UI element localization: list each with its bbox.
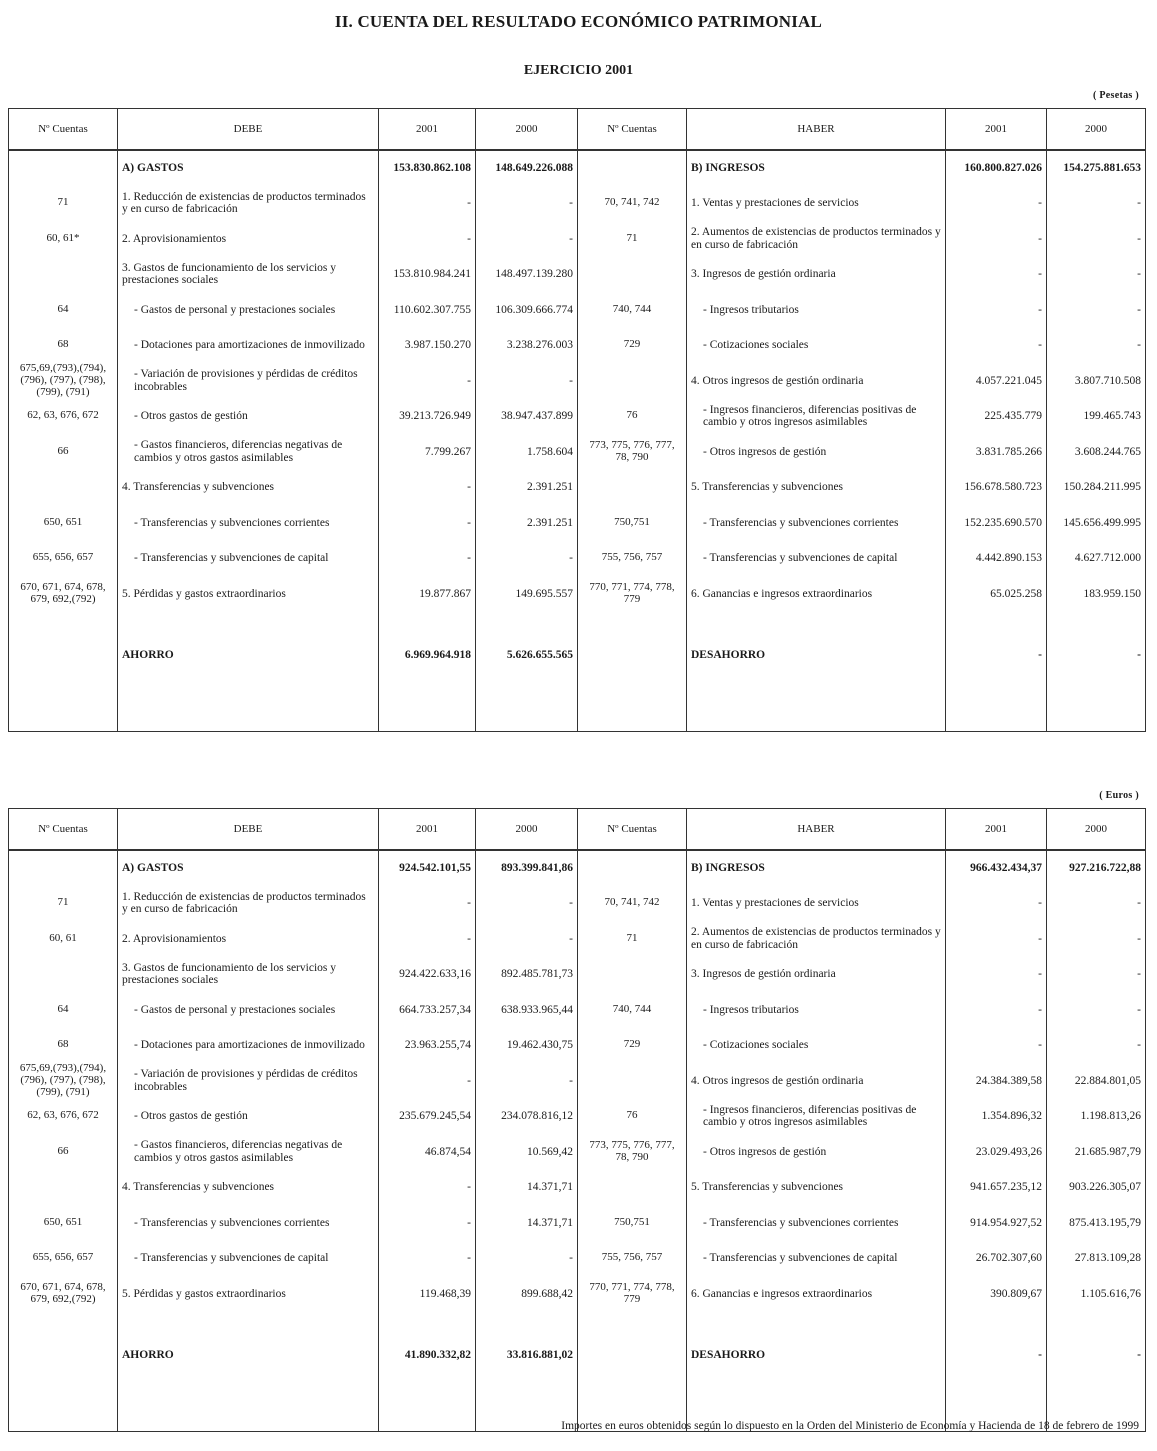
haber-2001-cell: 26.702.307,60 [946, 1241, 1047, 1277]
table-row [9, 186, 1146, 222]
debe-2001-cell: 23.963.255,74 [379, 1028, 476, 1064]
haber-2001-cell: 4.057.221.045 [946, 363, 1047, 399]
haber-cuentas-cell: 770, 771, 774, 778, 779 [578, 576, 687, 612]
haber-cuentas-cell [578, 957, 687, 993]
haber-concept-cell: 2. Aumentos de existencias de productos terminados y en curso de fabricación [687, 921, 946, 957]
debe-concept-cell: - Gastos financieros, diferencias negativas de cambios y otros gastos asimilables [118, 1134, 379, 1170]
haber-2000-cell: 3.807.710.508 [1047, 363, 1146, 399]
haber-cuentas-cell: 773, 775, 776, 777, 78, 790 [578, 434, 687, 470]
debe-concept-cell: 3. Gastos de funcionamiento de los servicios y prestaciones sociales [118, 957, 379, 993]
haber-cuentas-cell: 770, 771, 774, 778, 779 [578, 1276, 687, 1312]
debe-2001-cell: 3.987.150.270 [379, 328, 476, 364]
haber-2001-cell: 966.432.434,37 [946, 850, 1047, 886]
haber-2000-cell: - [1047, 886, 1146, 922]
haber-2001-cell: 156.678.580.723 [946, 470, 1047, 506]
debe-2000-cell: 14.371,71 [476, 1170, 578, 1206]
haber-2001-cell: 390.809,67 [946, 1276, 1047, 1312]
debe-2000-cell: - [476, 186, 578, 222]
haber-concept-cell: 4. Otros ingresos de gestión ordinaria [687, 363, 946, 399]
haber-cuentas-cell [578, 1063, 687, 1099]
header-row [9, 809, 1146, 851]
haber-cuentas-cell: 755, 756, 757 [578, 541, 687, 577]
empty-cell [946, 682, 1047, 732]
haber-2001-cell: - [946, 921, 1047, 957]
haber-2001-cell: - [946, 186, 1047, 222]
haber-2001-cell: 65.025.258 [946, 576, 1047, 612]
debe-2000-cell: - [476, 1241, 578, 1277]
debe-2001-cell: 7.799.267 [379, 434, 476, 470]
debe-cuentas-cell: 62, 63, 676, 672 [9, 1099, 118, 1135]
haber-2000-cell: - [1047, 1312, 1146, 1382]
haber-2000-cell: 1.105.616,76 [1047, 1276, 1146, 1312]
debe-cuentas-cell: 650, 651 [9, 1205, 118, 1241]
table-row [9, 1099, 1146, 1135]
header-debe-2001: 2001 [379, 109, 476, 151]
page-subtitle: EJERCICIO 2001 [523, 63, 634, 78]
header-haber: HABER [687, 109, 946, 151]
haber-concept-cell: DESAHORRO [687, 1312, 946, 1382]
debe-2001-cell: 235.679.245,54 [379, 1099, 476, 1135]
haber-2001-cell: 23.029.493,26 [946, 1134, 1047, 1170]
table-row [9, 921, 1146, 957]
debe-2001-cell: 46.874,54 [379, 1134, 476, 1170]
debe-cuentas-cell: 60, 61 [9, 921, 118, 957]
debe-cuentas-cell: 64 [9, 992, 118, 1028]
haber-concept-cell: - Cotizaciones sociales [687, 1028, 946, 1064]
debe-2001-cell: - [379, 186, 476, 222]
debe-2001-cell: 153.830.862.108 [379, 150, 476, 186]
debe-cuentas-cell: 68 [9, 1028, 118, 1064]
haber-2000-cell: 927.216.722,88 [1047, 850, 1146, 886]
haber-cuentas-cell: 740, 744 [578, 292, 687, 328]
debe-2001-cell: - [379, 221, 476, 257]
debe-concept-cell: - Variación de provisiones y pérdidas de créditos incobrables [118, 1063, 379, 1099]
header-haber-2000: 2000 [1047, 109, 1146, 151]
header-debe: DEBE [118, 109, 379, 151]
haber-2001-cell: - [946, 1028, 1047, 1064]
debe-2001-cell: 110.602.307.755 [379, 292, 476, 328]
debe-2001-cell: 119.468,39 [379, 1276, 476, 1312]
debe-concept-cell: 3. Gastos de funcionamiento de los servicios y prestaciones sociales [118, 257, 379, 293]
header-cuentas-haber: Nº Cuentas [578, 809, 687, 851]
table-row [9, 292, 1146, 328]
haber-2001-cell: - [946, 612, 1047, 682]
haber-cuentas-cell [578, 850, 687, 886]
haber-cuentas-cell: 71 [578, 921, 687, 957]
haber-cuentas-cell: 76 [578, 1099, 687, 1135]
haber-concept-cell: - Otros ingresos de gestión [687, 434, 946, 470]
debe-cuentas-cell: 66 [9, 434, 118, 470]
haber-2001-cell: 225.435.779 [946, 399, 1047, 435]
debe-cuentas-cell [9, 1312, 118, 1382]
haber-2000-cell: 150.284.211.995 [1047, 470, 1146, 506]
table-row [9, 150, 1146, 186]
haber-2001-cell: 914.954.927,52 [946, 1205, 1047, 1241]
haber-cuentas-cell [578, 257, 687, 293]
haber-2001-cell: 152.235.690.570 [946, 505, 1047, 541]
debe-2000-cell: 893.399.841,86 [476, 850, 578, 886]
haber-concept-cell: 3. Ingresos de gestión ordinaria [687, 257, 946, 293]
debe-cuentas-cell: 66 [9, 1134, 118, 1170]
debe-2001-cell: 664.733.257,34 [379, 992, 476, 1028]
haber-cuentas-cell [578, 1170, 687, 1206]
pesetas-table [8, 108, 1146, 732]
header-haber-2001: 2001 [946, 109, 1047, 151]
haber-2000-cell: 145.656.499.995 [1047, 505, 1146, 541]
debe-cuentas-cell [9, 850, 118, 886]
debe-2000-cell: 10.569,42 [476, 1134, 578, 1170]
debe-2001-cell: - [379, 921, 476, 957]
haber-cuentas-cell [578, 150, 687, 186]
table-row [9, 886, 1146, 922]
haber-2001-cell: - [946, 957, 1047, 993]
haber-concept-cell: - Ingresos tributarios [687, 292, 946, 328]
haber-cuentas-cell: 76 [578, 399, 687, 435]
empty-cell [118, 1382, 379, 1432]
haber-2001-cell: 160.800.827.026 [946, 150, 1047, 186]
haber-cuentas-cell: 71 [578, 221, 687, 257]
debe-concept-cell: 1. Reducción de existencias de productos terminados y en curso de fabricación [118, 886, 379, 922]
haber-2001-cell: 4.442.890.153 [946, 541, 1047, 577]
haber-concept-cell: - Transferencias y subvenciones de capital [687, 541, 946, 577]
table-row [9, 1134, 1146, 1170]
table-row [9, 541, 1146, 577]
haber-cuentas-cell: 740, 744 [578, 992, 687, 1028]
table-row [9, 257, 1146, 293]
debe-2000-cell: 1.758.604 [476, 434, 578, 470]
debe-2000-cell: 5.626.655.565 [476, 612, 578, 682]
table-row [9, 992, 1146, 1028]
table-row [9, 221, 1146, 257]
table-row [9, 1028, 1146, 1064]
table-row [9, 1241, 1146, 1277]
debe-concept-cell: AHORRO [118, 1312, 379, 1382]
haber-2000-cell: - [1047, 992, 1146, 1028]
empty-cell [687, 682, 946, 732]
debe-2001-cell: 924.542.101,55 [379, 850, 476, 886]
debe-concept-cell: - Gastos financieros, diferencias negativas de cambios y otros gastos asimilables [118, 434, 379, 470]
haber-cuentas-cell: 755, 756, 757 [578, 1241, 687, 1277]
haber-concept-cell: 6. Ganancias e ingresos extraordinarios [687, 1276, 946, 1312]
debe-concept-cell: A) GASTOS [118, 850, 379, 886]
haber-2001-cell: - [946, 886, 1047, 922]
debe-2000-cell: 148.649.226.088 [476, 150, 578, 186]
debe-2001-cell: - [379, 505, 476, 541]
table-row [9, 363, 1146, 399]
debe-cuentas-cell: 62, 63, 676, 672 [9, 399, 118, 435]
haber-concept-cell: - Otros ingresos de gestión [687, 1134, 946, 1170]
haber-cuentas-cell: 773, 775, 776, 777, 78, 790 [578, 1134, 687, 1170]
debe-cuentas-cell: 670, 671, 674, 678, 679, 692,(792) [9, 1276, 118, 1312]
table-row [9, 1312, 1146, 1382]
haber-2000-cell: 27.813.109,28 [1047, 1241, 1146, 1277]
table-row [9, 1063, 1146, 1099]
haber-cuentas-cell [578, 470, 687, 506]
haber-concept-cell: 6. Ganancias e ingresos extraordinarios [687, 576, 946, 612]
debe-concept-cell: 1. Reducción de existencias de productos terminados y en curso de fabricación [118, 186, 379, 222]
haber-concept-cell: - Transferencias y subvenciones de capital [687, 1241, 946, 1277]
empty-cell [379, 1382, 476, 1432]
debe-cuentas-cell [9, 957, 118, 993]
debe-2000-cell: 14.371,71 [476, 1205, 578, 1241]
haber-2000-cell: 4.627.712.000 [1047, 541, 1146, 577]
haber-2001-cell: 24.384.389,58 [946, 1063, 1047, 1099]
debe-cuentas-cell: 68 [9, 328, 118, 364]
header-debe-2001: 2001 [379, 809, 476, 851]
debe-2000-cell: 899.688,42 [476, 1276, 578, 1312]
haber-concept-cell: B) INGRESOS [687, 150, 946, 186]
debe-2001-cell: - [379, 1205, 476, 1241]
table-row [9, 1276, 1146, 1312]
debe-2000-cell: 2.391.251 [476, 505, 578, 541]
debe-cuentas-cell: 650, 651 [9, 505, 118, 541]
haber-2000-cell: 1.198.813,26 [1047, 1099, 1146, 1135]
empty-cell [379, 682, 476, 732]
haber-concept-cell: - Cotizaciones sociales [687, 328, 946, 364]
haber-2000-cell: 21.685.987,79 [1047, 1134, 1146, 1170]
debe-2001-cell: 19.877.867 [379, 576, 476, 612]
debe-cuentas-cell [9, 612, 118, 682]
debe-2000-cell: 33.816.881,02 [476, 1312, 578, 1382]
table-row [9, 328, 1146, 364]
debe-cuentas-cell [9, 470, 118, 506]
haber-cuentas-cell: 70, 741, 742 [578, 186, 687, 222]
debe-cuentas-cell: 675,69,(793),(794), (796), (797), (798), (799), (791) [9, 363, 118, 399]
footnote: Importes en euros obtenidos según lo dispuesto en la Orden del Ministerio de Economía y Hacienda de 18 de febrero de 1999 [561, 1420, 1139, 1432]
empty-cell [476, 682, 578, 732]
debe-2000-cell: 638.933.965,44 [476, 992, 578, 1028]
haber-concept-cell: - Transferencias y subvenciones corrientes [687, 1205, 946, 1241]
haber-cuentas-cell: 750,751 [578, 505, 687, 541]
debe-concept-cell: AHORRO [118, 612, 379, 682]
empty-cell [9, 1382, 118, 1432]
debe-concept-cell: - Transferencias y subvenciones de capital [118, 1241, 379, 1277]
debe-cuentas-cell: 60, 61* [9, 221, 118, 257]
haber-2000-cell: 3.608.244.765 [1047, 434, 1146, 470]
debe-concept-cell: - Otros gastos de gestión [118, 399, 379, 435]
debe-cuentas-cell: 64 [9, 292, 118, 328]
table-row [9, 1170, 1146, 1206]
header-haber-2000: 2000 [1047, 809, 1146, 851]
debe-concept-cell: - Dotaciones para amortizaciones de inmovilizado [118, 328, 379, 364]
haber-2000-cell: - [1047, 186, 1146, 222]
debe-cuentas-cell: 655, 656, 657 [9, 1241, 118, 1277]
header-haber-2001: 2001 [946, 809, 1047, 851]
debe-2001-cell: - [379, 1241, 476, 1277]
header-cuentas-haber: Nº Cuentas [578, 109, 687, 151]
haber-2000-cell: - [1047, 957, 1146, 993]
debe-cuentas-cell: 675,69,(793),(794), (796), (797), (798), (799), (791) [9, 1063, 118, 1099]
haber-concept-cell: 4. Otros ingresos de gestión ordinaria [687, 1063, 946, 1099]
haber-cuentas-cell: 750,751 [578, 1205, 687, 1241]
debe-2000-cell: - [476, 886, 578, 922]
haber-2001-cell: - [946, 292, 1047, 328]
haber-concept-cell: - Transferencias y subvenciones corrientes [687, 505, 946, 541]
debe-concept-cell: - Variación de provisiones y pérdidas de créditos incobrables [118, 363, 379, 399]
debe-concept-cell: - Gastos de personal y prestaciones sociales [118, 992, 379, 1028]
table-footer-space [9, 682, 1146, 732]
haber-2001-cell: - [946, 328, 1047, 364]
debe-cuentas-cell: 670, 671, 674, 678, 679, 692,(792) [9, 576, 118, 612]
debe-concept-cell: 4. Transferencias y subvenciones [118, 470, 379, 506]
haber-concept-cell: 2. Aumentos de existencias de productos terminados y en curso de fabricación [687, 221, 946, 257]
debe-2001-cell: 924.422.633,16 [379, 957, 476, 993]
debe-2001-cell: - [379, 886, 476, 922]
table-row [9, 1205, 1146, 1241]
haber-concept-cell: - Ingresos financieros, diferencias positivas de cambio y otros ingresos asimilables [687, 399, 946, 435]
header-debe-2000: 2000 [476, 809, 578, 851]
haber-cuentas-cell [578, 612, 687, 682]
haber-2001-cell: - [946, 1312, 1047, 1382]
empty-cell [578, 682, 687, 732]
haber-concept-cell: - Ingresos tributarios [687, 992, 946, 1028]
haber-2001-cell: - [946, 257, 1047, 293]
euros-table [8, 808, 1146, 1432]
page-title: II. CUENTA DEL RESULTADO ECONÓMICO PATRIMONIAL [334, 12, 823, 31]
debe-cuentas-cell: 655, 656, 657 [9, 541, 118, 577]
haber-cuentas-cell: 729 [578, 328, 687, 364]
debe-cuentas-cell: 71 [9, 186, 118, 222]
debe-2001-cell: - [379, 470, 476, 506]
haber-2000-cell: 199.465.743 [1047, 399, 1146, 435]
debe-concept-cell: 2. Aprovisionamientos [118, 921, 379, 957]
debe-concept-cell: A) GASTOS [118, 150, 379, 186]
haber-concept-cell: 5. Transferencias y subvenciones [687, 470, 946, 506]
haber-2000-cell: - [1047, 328, 1146, 364]
haber-cuentas-cell: 729 [578, 1028, 687, 1064]
debe-concept-cell: 5. Pérdidas y gastos extraordinarios [118, 1276, 379, 1312]
debe-2001-cell: 153.810.984.241 [379, 257, 476, 293]
haber-concept-cell: 1. Ventas y prestaciones de servicios [687, 186, 946, 222]
haber-2000-cell: 903.226.305,07 [1047, 1170, 1146, 1206]
debe-2001-cell: 39.213.726.949 [379, 399, 476, 435]
debe-2001-cell: - [379, 1063, 476, 1099]
haber-concept-cell: 1. Ventas y prestaciones de servicios [687, 886, 946, 922]
debe-concept-cell: - Transferencias y subvenciones de capital [118, 541, 379, 577]
header-haber: HABER [687, 809, 946, 851]
debe-concept-cell: - Transferencias y subvenciones corrientes [118, 1205, 379, 1241]
debe-cuentas-cell: 71 [9, 886, 118, 922]
debe-2001-cell: 6.969.964.918 [379, 612, 476, 682]
debe-cuentas-cell [9, 1170, 118, 1206]
debe-2000-cell: 892.485.781,73 [476, 957, 578, 993]
debe-2001-cell: - [379, 541, 476, 577]
haber-2000-cell: - [1047, 257, 1146, 293]
haber-2000-cell: - [1047, 1028, 1146, 1064]
table-row [9, 957, 1146, 993]
debe-concept-cell: - Transferencias y subvenciones corrientes [118, 505, 379, 541]
empty-cell [1047, 682, 1146, 732]
haber-2000-cell: - [1047, 221, 1146, 257]
haber-2001-cell: - [946, 221, 1047, 257]
header-cuentas-debe: Nº Cuentas [9, 109, 118, 151]
debe-2000-cell: 106.309.666.774 [476, 292, 578, 328]
haber-cuentas-cell [578, 1312, 687, 1382]
header-debe: DEBE [118, 809, 379, 851]
debe-2000-cell: - [476, 221, 578, 257]
table-row [9, 612, 1146, 682]
haber-2000-cell: - [1047, 921, 1146, 957]
haber-2001-cell: 1.354.896,32 [946, 1099, 1047, 1135]
haber-2001-cell: 3.831.785.266 [946, 434, 1047, 470]
haber-2000-cell: - [1047, 612, 1146, 682]
table-row [9, 576, 1146, 612]
haber-2001-cell: 941.657.235,12 [946, 1170, 1047, 1206]
debe-2000-cell: 38.947.437.899 [476, 399, 578, 435]
haber-concept-cell: DESAHORRO [687, 612, 946, 682]
debe-2000-cell: 149.695.557 [476, 576, 578, 612]
unit-label-euros: ( Euros ) [1099, 790, 1139, 801]
debe-2000-cell: - [476, 1063, 578, 1099]
debe-concept-cell: 4. Transferencias y subvenciones [118, 1170, 379, 1206]
debe-2000-cell: - [476, 363, 578, 399]
header-row [9, 109, 1146, 151]
header-cuentas-debe: Nº Cuentas [9, 809, 118, 851]
debe-2000-cell: 234.078.816,12 [476, 1099, 578, 1135]
debe-2001-cell: 41.890.332,82 [379, 1312, 476, 1382]
debe-2001-cell: - [379, 363, 476, 399]
debe-concept-cell: 2. Aprovisionamientos [118, 221, 379, 257]
table-row [9, 470, 1146, 506]
debe-cuentas-cell [9, 150, 118, 186]
debe-concept-cell: - Gastos de personal y prestaciones sociales [118, 292, 379, 328]
debe-2001-cell: - [379, 1170, 476, 1206]
haber-concept-cell: B) INGRESOS [687, 850, 946, 886]
debe-2000-cell: 148.497.139.280 [476, 257, 578, 293]
debe-cuentas-cell [9, 257, 118, 293]
haber-cuentas-cell [578, 363, 687, 399]
table-row [9, 505, 1146, 541]
empty-cell [9, 682, 118, 732]
haber-concept-cell: - Ingresos financieros, diferencias positivas de cambio y otros ingresos asimilables [687, 1099, 946, 1135]
haber-2000-cell: 22.884.801,05 [1047, 1063, 1146, 1099]
haber-cuentas-cell: 70, 741, 742 [578, 886, 687, 922]
haber-2000-cell: 154.275.881.653 [1047, 150, 1146, 186]
table-row [9, 434, 1146, 470]
haber-concept-cell: 5. Transferencias y subvenciones [687, 1170, 946, 1206]
haber-concept-cell: 3. Ingresos de gestión ordinaria [687, 957, 946, 993]
debe-concept-cell: 5. Pérdidas y gastos extraordinarios [118, 576, 379, 612]
debe-concept-cell: - Dotaciones para amortizaciones de inmovilizado [118, 1028, 379, 1064]
haber-2000-cell: 875.413.195,79 [1047, 1205, 1146, 1241]
haber-2000-cell: 183.959.150 [1047, 576, 1146, 612]
table-row [9, 850, 1146, 886]
empty-cell [118, 682, 379, 732]
table-row [9, 399, 1146, 435]
haber-2000-cell: - [1047, 292, 1146, 328]
debe-2000-cell: - [476, 921, 578, 957]
debe-2000-cell: - [476, 541, 578, 577]
header-debe-2000: 2000 [476, 109, 578, 151]
debe-2000-cell: 3.238.276.003 [476, 328, 578, 364]
debe-2000-cell: 2.391.251 [476, 470, 578, 506]
unit-label-pesetas: ( Pesetas ) [1092, 90, 1139, 101]
haber-2001-cell: - [946, 992, 1047, 1028]
debe-2000-cell: 19.462.430,75 [476, 1028, 578, 1064]
debe-concept-cell: - Otros gastos de gestión [118, 1099, 379, 1135]
